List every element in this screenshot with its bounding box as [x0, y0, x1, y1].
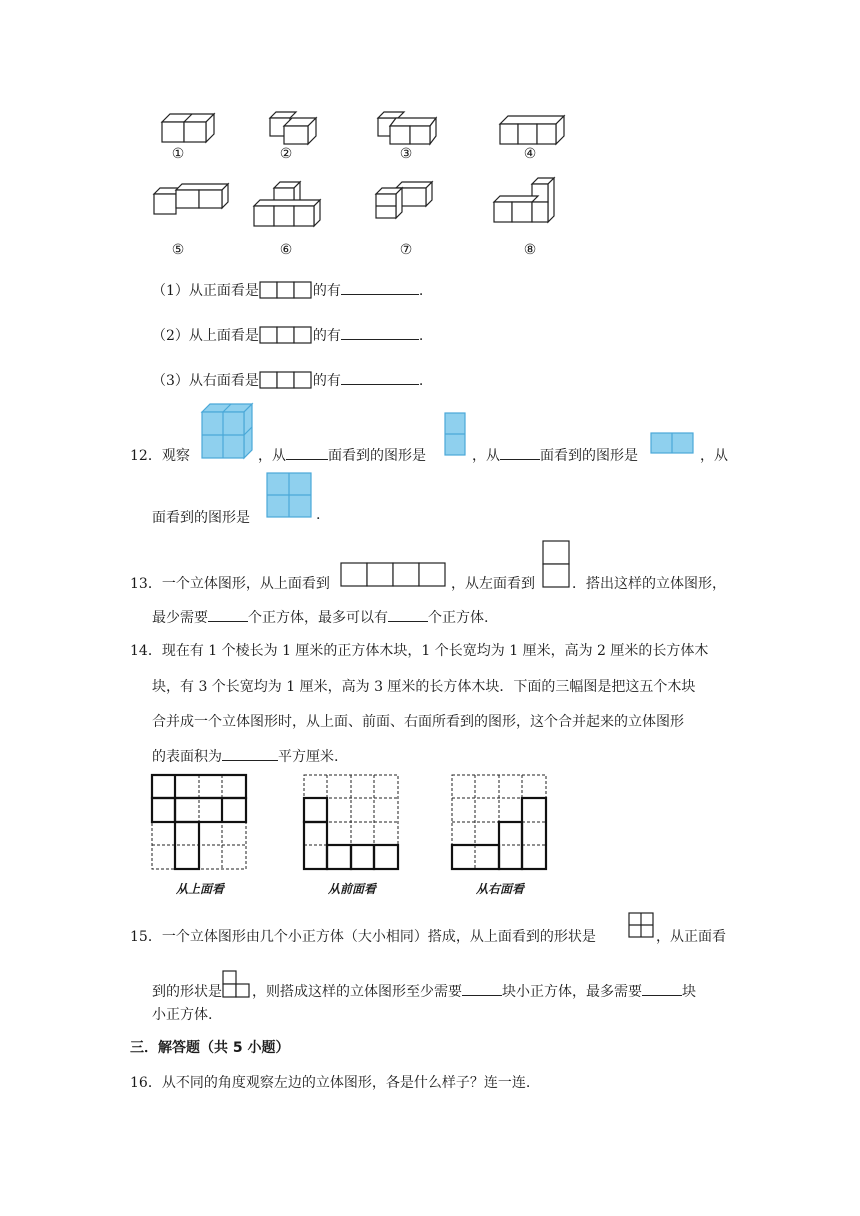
q11-sub2: （2）从上面看是 的有 .: [152, 325, 423, 345]
cube-figure-2: [268, 110, 328, 150]
q11-sub3: （3）从右面看是 的有 .: [152, 370, 423, 390]
q15-line1a: 15．一个立体图形由几个小正方体（大小相同）搭成，从上面看到的形状是: [130, 929, 596, 945]
blue-wide-rect: [650, 432, 696, 456]
caption-right-view: 从右面看: [475, 882, 524, 896]
answer-blank[interactable]: [208, 607, 248, 622]
q14-line1: 14．现在有 1 个棱长为 1 厘米的正方体木块，1 个长宽均为 1 厘米，高为 2 厘米的长方体木: [130, 643, 709, 659]
cube-figure-3: [376, 110, 446, 150]
two-squares-column: [542, 540, 572, 590]
answer-blank[interactable]: [462, 981, 502, 996]
q13-part2: ，从左面看到: [451, 576, 535, 592]
caption-top-view: 从上面看: [175, 882, 224, 896]
q14-line2: 块，有 3 个长宽均为 1 厘米，高为 3 厘米的长方体木块．下面的三幅图是把这五个木块: [152, 679, 696, 695]
figure-label-1: ①: [171, 146, 185, 162]
q12-end: .: [316, 507, 321, 523]
answer-blank[interactable]: [341, 280, 419, 295]
caption-front-view: 从前面看: [327, 882, 376, 896]
blue-cube-solid: [200, 402, 256, 462]
q15-line2: 到的形状是 ，则搭成这样的立体图形至少需要 块小正方体，最多需要 块: [152, 970, 696, 1001]
three-squares-icon: [259, 371, 313, 389]
figure-label-8: ⑧: [523, 242, 537, 258]
section-title: 三．解答题（共 5 小题）: [130, 1040, 290, 1056]
three-squares-icon: [259, 326, 313, 344]
figure-label-6: ⑥: [279, 242, 293, 258]
answer-blank[interactable]: [500, 445, 540, 460]
three-squares-icon: [259, 281, 313, 299]
answer-blank[interactable]: [222, 746, 278, 761]
q14-line4: 的表面积为 平方厘米.: [152, 746, 338, 766]
answer-blank[interactable]: [341, 325, 419, 340]
q12-part4: ，从 面看到的图形是: [472, 445, 638, 465]
answer-blank[interactable]: [341, 370, 419, 385]
figure-label-4: ④: [523, 146, 537, 162]
q13-part3: ．搭出这样的立体图形，: [572, 576, 726, 592]
cube-figure-8: [492, 176, 562, 226]
q12-part2: ，从 面看到的图形是: [258, 445, 426, 465]
answer-blank[interactable]: [388, 607, 428, 622]
figure-label-2: ②: [279, 146, 293, 162]
front-view-diagram: [302, 773, 402, 871]
figure-label-5: ⑤: [171, 242, 185, 258]
cube-figure-1: [160, 110, 220, 150]
right-view-diagram: [450, 773, 550, 871]
q14-line3: 合并成一个立体图形时，从上面、前面、右面所看到的图形，这个合并起来的立体图形: [152, 714, 684, 730]
q12-part1: 12．观察: [130, 448, 190, 464]
cube-figure-6: [252, 182, 327, 232]
blue-tall-rect: [444, 412, 468, 458]
q16-text: 16．从不同的角度观察左边的立体图形，各是什么样子？连一连.: [130, 1075, 531, 1091]
q15-line3: 小正方体.: [152, 1007, 213, 1023]
q15-line1b: ，从正面看: [656, 929, 726, 945]
four-squares-row: [340, 562, 450, 588]
figure-label-7: ⑦: [399, 242, 413, 258]
front-view-icon: [222, 970, 252, 1000]
figure-label-3: ③: [399, 146, 413, 162]
q12-line2: 面看到的图形是: [152, 510, 250, 526]
cube-figure-7: [374, 178, 439, 223]
top-view-diagram: [150, 773, 250, 871]
answer-blank[interactable]: [286, 445, 328, 460]
blue-square-grid: [266, 472, 314, 520]
q11-sub1: （1）从正面看是 的有 .: [152, 280, 423, 300]
q12-part6: ，从: [700, 448, 728, 464]
cube-figure-5: [152, 180, 232, 220]
q13-line2: 最少需要 个正方体，最多可以有 个正方体.: [152, 607, 488, 627]
q13-part1: 13．一个立体图形，从上面看到: [130, 576, 330, 592]
answer-blank[interactable]: [642, 981, 682, 996]
top-view-icon: [628, 912, 656, 940]
